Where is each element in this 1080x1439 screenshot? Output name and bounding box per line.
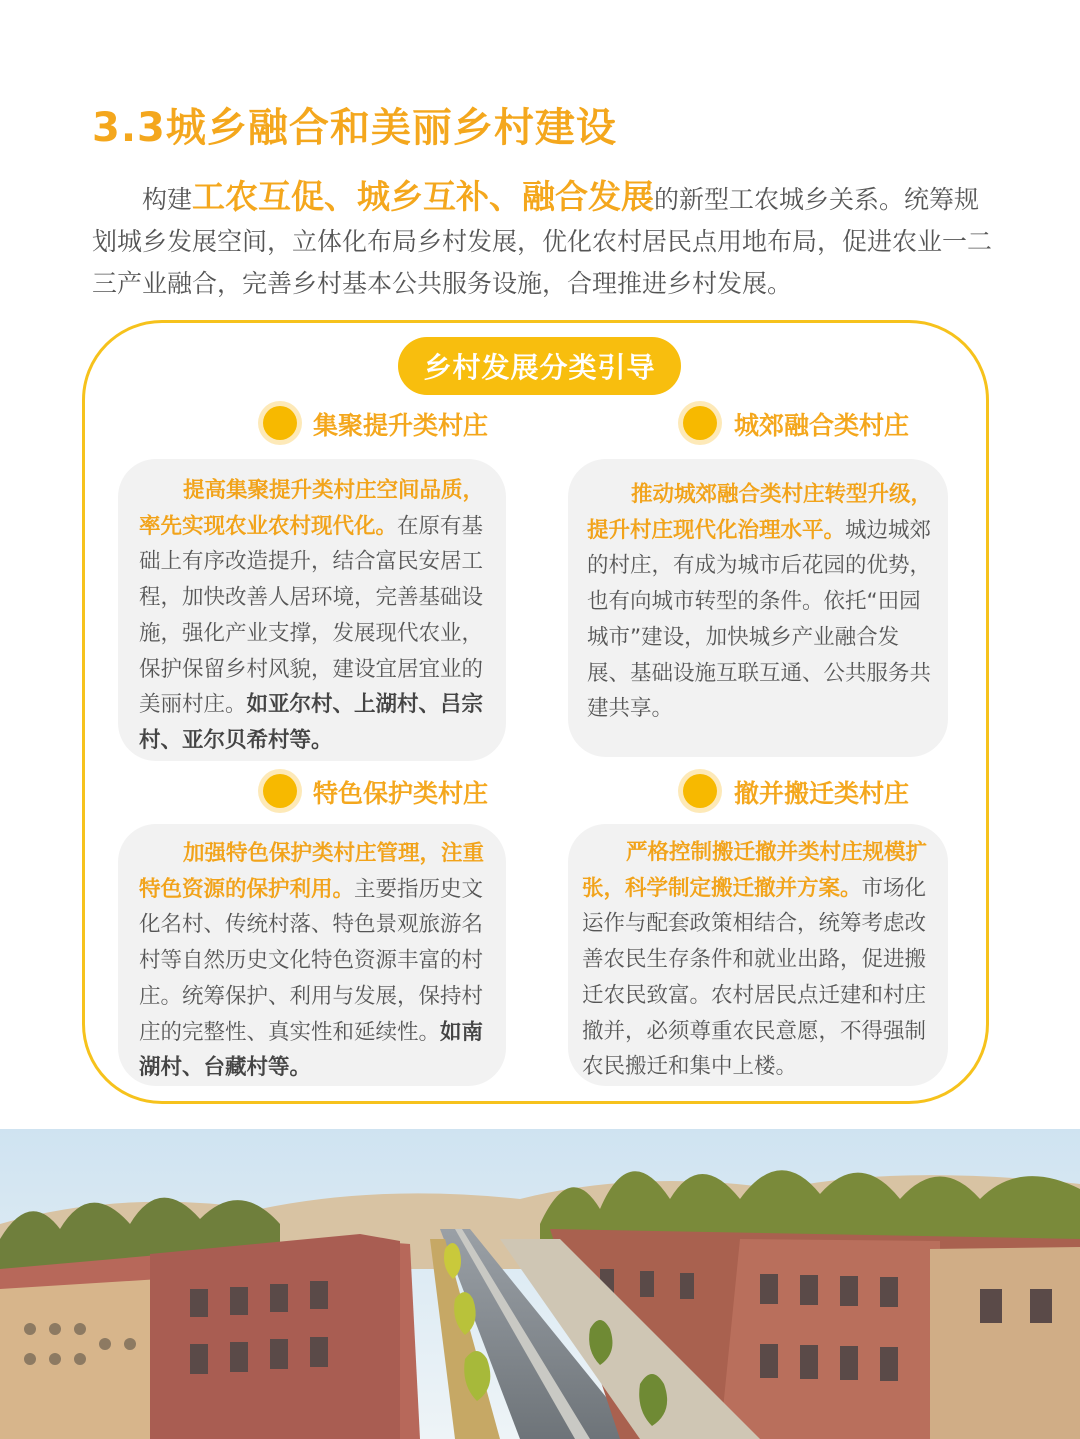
category-card-suburban — [568, 459, 948, 757]
card-body: 在原有基础上有序改造提升，结合富民安居工程，加快改善人居环境，完善基础设施，强化产业支撑，发展现代农业，保护保留乡村风貌，建设宜居宜业的美丽村庄。 — [139, 513, 484, 718]
bullet-dot-icon — [683, 406, 717, 440]
intro-rest: 的新型工农城乡关系。统筹规划城乡发展空间，立体化布局乡村发展，优化农村居民点用地布局，促进农业一二三产业融合，完善乡村基本公共服务设施，合理推进乡村发展。 — [92, 185, 993, 298]
card-highlight: 推动城郊融合类村庄转型升级，提升村庄现代化治理水平。 — [587, 482, 933, 543]
card-example: 如南湖村、台藏村等。 — [139, 1019, 484, 1081]
card-highlight: 严格控制搬迁撤并类村庄规模扩张，科学制定搬迁撤并方案。 — [582, 840, 928, 901]
card-body: 主要指历史文化名村、传统村落、特色景观旅游名村等自然历史文化特色资源丰富的村庄。统筹保护、利用与发展，保持村庄的完整性、真实性和延续性。 — [139, 876, 484, 1045]
bullet-dot-icon — [683, 774, 717, 808]
village-street-photo — [0, 1129, 1080, 1439]
card-body: 市场化运作与配套政策相结合，统筹考虑改善农民生存条件和就业出路，促进搬迁农民致富。农村居民点迁建和村庄撤并，必须尊重农民意愿，不得强制农民搬迁和集中上楼。 — [582, 875, 927, 1080]
category-card-feature — [118, 824, 506, 1086]
category-label-feature: 特色保护类村庄 — [313, 779, 489, 808]
page-title: 3.3城乡融合和美丽乡村建设 — [92, 105, 617, 151]
category-label-relocation: 撤并搬迁类村庄 — [734, 779, 910, 808]
category-card-cluster — [118, 459, 506, 761]
category-card-relocation — [568, 824, 948, 1086]
card-highlight: 加强特色保护类村庄管理，注重特色资源的保护利用。 — [139, 841, 485, 902]
category-label-cluster: 集聚提升类村庄 — [313, 411, 489, 440]
village-street-illustration — [0, 1129, 1080, 1439]
intro-emphasis: 工农互促、城乡互补、融合发展 — [192, 177, 655, 216]
card-body: 城边城郊的村庄，有成为城市后花园的优势，也有向城市转型的条件。依托“田园城市”建设，加快城乡产业融合发展、基础设施互联互通、公共服务共建共享。 — [587, 517, 932, 722]
card-highlight: 提高集聚提升类村庄空间品质，率先实现农业农村现代化。 — [139, 478, 485, 539]
card-example: 如亚尔村、上湖村、吕宗村、亚尔贝希村等。 — [139, 692, 484, 753]
category-label-suburban: 城郊融合类村庄 — [734, 411, 910, 440]
bullet-dot-icon — [263, 774, 297, 808]
bullet-dot-icon — [263, 406, 297, 440]
intro-paragraph — [92, 176, 992, 305]
intro-lead: 构建 — [142, 185, 193, 214]
panel-heading: 乡村发展分类引导 — [398, 337, 681, 395]
